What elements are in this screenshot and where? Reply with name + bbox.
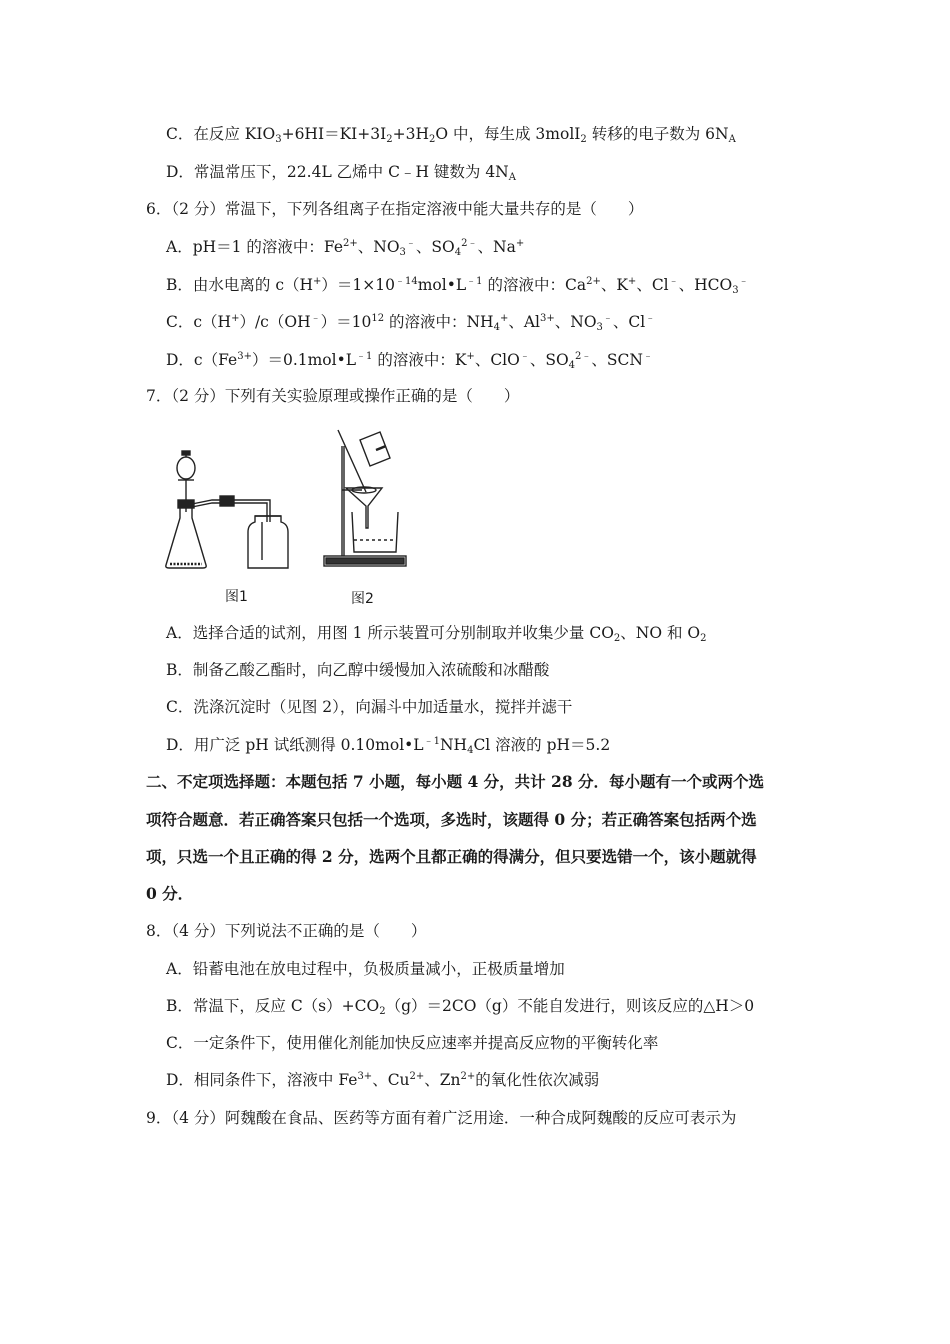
q5-option-d: D．常温常压下，22.4L 乙烯中 C﹣H 键数为 $4N_A$ <box>166 163 516 183</box>
q7-option-c: C．洗涤沉淀时（见图 2），向漏斗中加适量水，搅拌并滤干 <box>166 698 573 716</box>
q5-option-c: C．在反应 $KIO_3+6HI=KI+3I_2+3H_2O$ 中，每生成 3molI$_2$ 转移的电子数为 $6N_A$ <box>166 125 736 145</box>
q8-stem: 8．（4 分）下列说法不正确的是（ ） <box>146 922 427 940</box>
q6-option-c: C．$c(H^+)/c(OH^﹣)=10^{12}$ 的溶液中：$NH_4^+$、$Al^{3+}$、$NO_3^﹣$、Cl﹣ <box>166 313 656 333</box>
section-2-line-4: 0 分． <box>146 884 194 903</box>
section-2-line-1: 二、不定项选择题：本题包括 7 小题，每小题 4 分，共计 28 分．每小题有一个或两个选 <box>146 772 765 791</box>
q7-option-d: D．用广泛 pH 试纸测得 $0.10mol•L^{﹣1}NH_4Cl$ 溶液的 pH＝5.2 <box>166 736 611 756</box>
section-2-line-3: 项，只选一个且正确的得 2 分，选两个且都正确的得满分，但只要选错一个，该小题就得 <box>146 847 757 866</box>
q6-option-a: A．pH＝1 的溶液中：$Fe^{2+}$、$NO_3^﹣$、$SO_4^{2﹣}$、Na+ <box>166 238 525 258</box>
q6-stem: 6．（2 分）常温下，下列各组离子在指定溶液中能大量共存的是（ ） <box>146 200 644 218</box>
q6-option-d: D．$c(Fe^{3+})=0.1mol•L^{﹣1}$ 的溶液中：K+、ClO﹣、$SO_4^{2﹣}$、SCN﹣ <box>166 351 653 371</box>
figure-1-apparatus <box>160 450 300 580</box>
q8-option-b: B．常温下，反应 $C(s)+CO_2(g)=2CO(g)$不能自发进行，则该反应的△H＞0 <box>166 997 755 1017</box>
section-2-line-2: 项符合题意．若正确答案只包括一个选项，多选时，该题得 0 分；若正确答案包括两个选 <box>146 810 757 829</box>
figure-2-caption: 图2 <box>351 591 374 607</box>
q7-stem: 7．（2 分）下列有关实验原理或操作正确的是（ ） <box>146 387 520 405</box>
q8-option-d: D．相同条件下，溶液中 $Fe^{3+}$、$Cu^{2+}$、$Zn^{2+}$的氧化性依次减弱 <box>166 1071 600 1089</box>
q8-option-c: C．一定条件下，使用催化剂能加快反应速率并提高反应物的平衡转化率 <box>166 1034 659 1052</box>
q6-option-b: B．由水电离的 $c(H^+)=1\times 10^{﹣14}mol•L^{﹣1}$ 的溶液中：$Ca^{2+}$、K+、Cl﹣、$HCO_3^﹣$ <box>166 276 749 296</box>
q7-option-a: A．选择合适的试剂，用图 1 所示装置可分别制取并收集少量 $CO_2$、NO 和 $O_2$ <box>166 624 707 644</box>
q7-option-b: B．制备乙酸乙酯时，向乙醇中缓慢加入浓硫酸和冰醋酸 <box>166 661 550 679</box>
figure-1-caption: 图1 <box>225 589 248 605</box>
q9-stem: 9．（4 分）阿魏酸在食品、医药等方面有着广泛用途．一种合成阿魏酸的反应可表示为 <box>146 1109 737 1127</box>
q8-option-a: A．铅蓄电池在放电过程中，负极质量减小，正极质量增加 <box>166 960 565 978</box>
figure-2-apparatus <box>318 428 418 576</box>
